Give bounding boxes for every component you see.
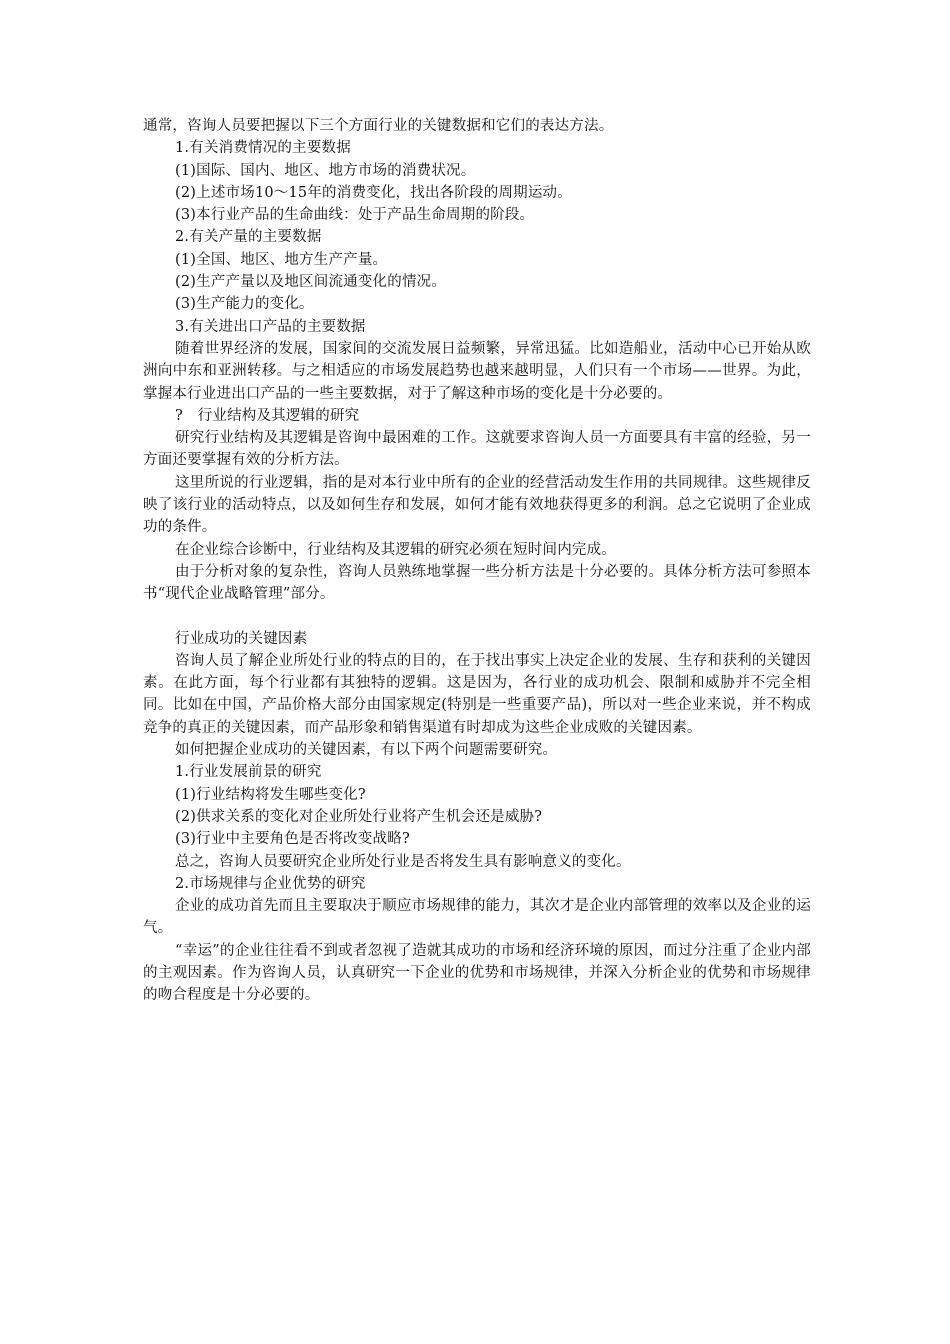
section-heading: 行业成功的关键因素	[175, 630, 308, 647]
paragraph: 通常，咨询人员要把握以下三个方面行业的关键数据和它们的表达方法。	[143, 118, 614, 134]
paragraph: (1)行业结构将发生哪些变化?	[175, 786, 366, 803]
paragraph: 3.有关进出口产品的主要数据	[175, 318, 366, 335]
blank-line	[143, 606, 811, 628]
paragraph: 1.行业发展前景的研究	[175, 764, 322, 781]
paragraph: 在企业综合诊断中，行业结构及其逻辑的研究必须在短时间内完成。	[175, 541, 616, 558]
paragraph: 由于分析对象的复杂性，咨询人员熟练地掌握一些分析方法是十分必要的。具体分析方法可参照本书“现代企业战略管理”部分。	[143, 563, 811, 603]
paragraph: “幸运”的企业往往看不到或者忽视了造就其成功的市场和经济环境的原因，而过分注重了企业内部的主观因素。作为咨询人员，认真研究一下企业的优势和市场规律，并深入分析企业的优势和市场规律的吻合程度是十分必要的。	[143, 942, 811, 1004]
document-body	[143, 115, 811, 1007]
paragraph: (3)本行业产品的生命曲线：处于产品生命周期的阶段。	[175, 207, 535, 224]
paragraph: 2.有关产量的主要数据	[175, 229, 322, 246]
paragraph: 总之，咨询人员要研究企业所处行业是否将发生具有影响意义的变化。	[175, 853, 631, 870]
paragraph: 咨询人员了解企业所处行业的特点的目的，在于找出事实上决定企业的发展、生存和获利的关键因素。在此方面，每个行业都有其独特的逻辑。这是因为，各行业的成功机会、限制和威胁并不完全相同。比如在中国，产品价格大部分由国家规定(特别是一些重要产品)，所以对一些企业来说，并不构成竞争的真正的关键因素，而产品形象和销售渠道有时却成为这些企业成败的关键因素。	[143, 652, 811, 736]
paragraph: 2.市场规律与企业优势的研究	[175, 875, 366, 892]
paragraph: (2)上述市场10～15年的消费变化，找出各阶段的周期运动。	[175, 184, 572, 201]
paragraph: (3)行业中主要角色是否将改变战略?	[175, 831, 410, 848]
paragraph: (1)全国、地区、地方生产产量。	[175, 251, 388, 268]
paragraph: (3)生产能力的变化。	[175, 296, 314, 313]
section-heading: ? 行业结构及其逻辑的研究	[175, 407, 360, 424]
paragraph: 这里所说的行业逻辑，指的是对本行业中所有的企业的经营活动发生作用的共同规律。这些规律反映了该行业的活动特点，以及如何生存和发展，如何才能有效地获得更多的利润。总之它说明了企业成功的条件。	[143, 474, 811, 536]
paragraph: (1)国际、国内、地区、地方市场的消费状况。	[175, 162, 476, 179]
paragraph: 研究行业结构及其逻辑是咨询中最困难的工作。这就要求咨询人员一方面要具有丰富的经验，另一方面还要掌握有效的分析方法。	[143, 430, 811, 469]
paragraph: 如何把握企业成功的关键因素，有以下两个问题需要研究。	[175, 742, 558, 759]
paragraph: (2)供求关系的变化对企业所处行业将产生机会还是威胁?	[175, 808, 543, 825]
paragraph: 1.有关消费情况的主要数据	[175, 140, 351, 157]
paragraph: 随着世界经济的发展，国家间的交流发展日益频繁，异常迅猛。比如造船业，活动中心已开始从欧洲向中东和亚洲转移。与之相适应的市场发展趋势也越来越明显，人们只有一个市场——世界。为此，掌握本行业进出口产品的一些主要数据，对于了解这种市场的变化是十分必要的。	[143, 340, 811, 402]
paragraph: 企业的成功首先而且主要取决于顺应市场规律的能力，其次才是企业内部管理的效率以及企业的运气。	[143, 898, 811, 937]
paragraph: (2)生产产量以及地区间流通变化的情况。	[175, 274, 447, 291]
